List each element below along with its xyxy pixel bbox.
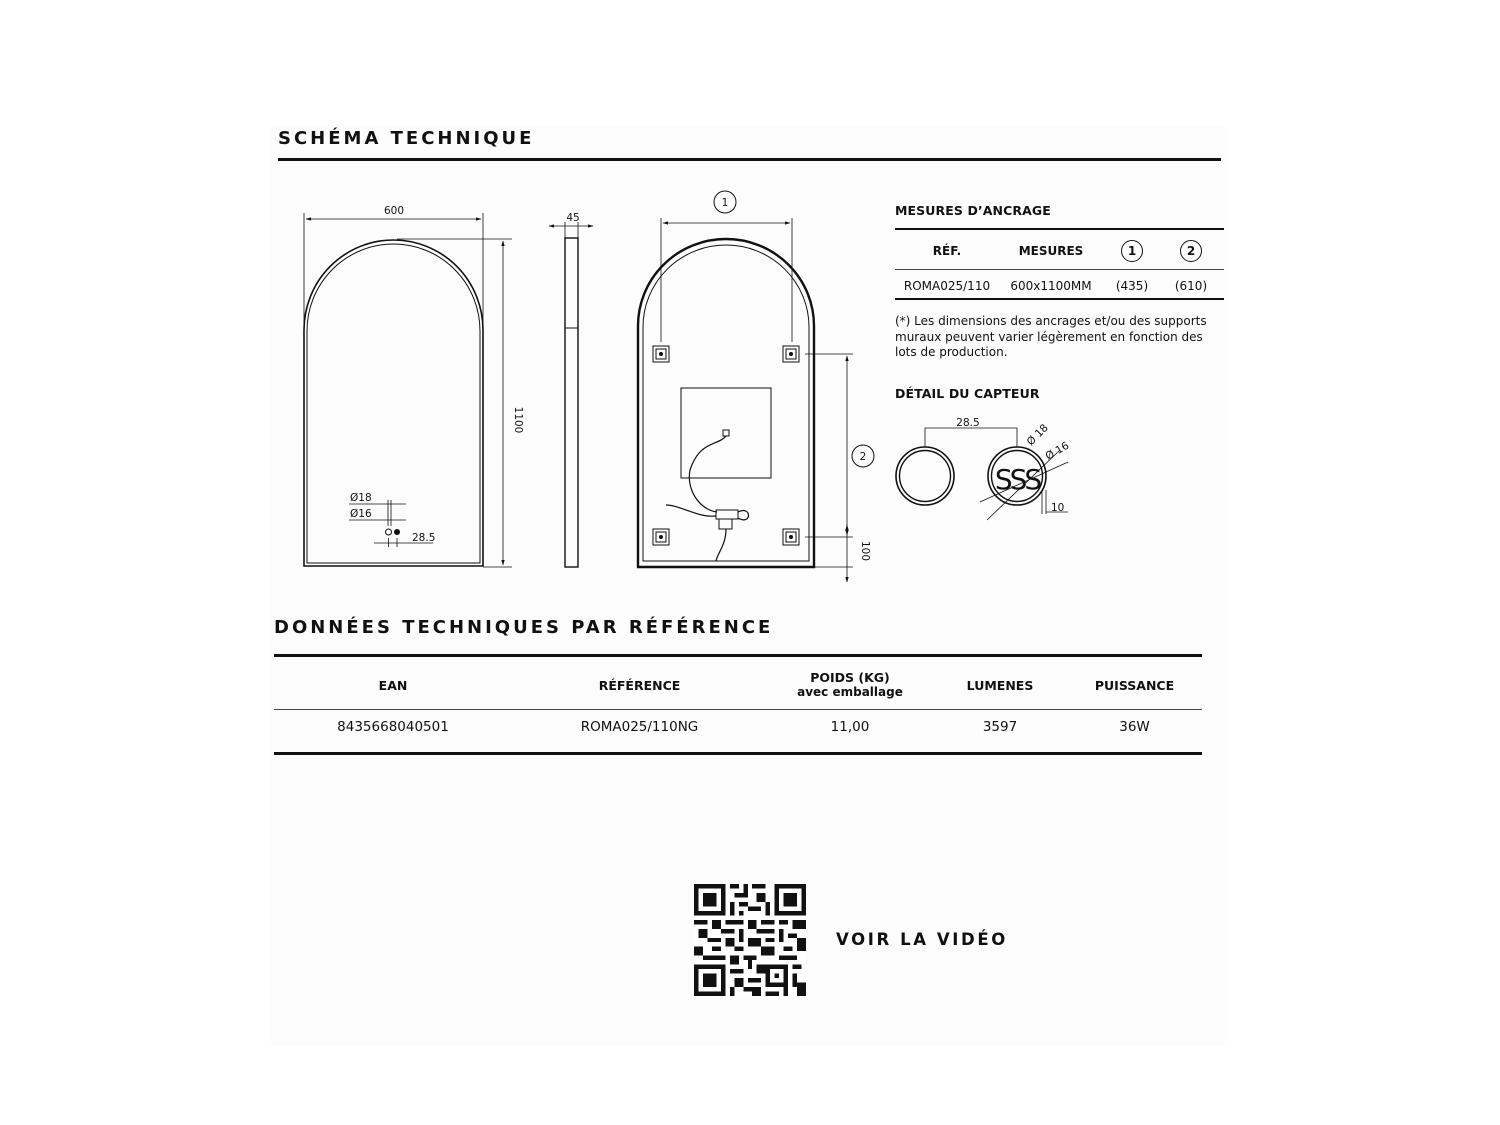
data-rule-top	[274, 654, 1202, 657]
svg-text:1: 1	[721, 197, 729, 209]
anchoring-header-ref: RÉF.	[932, 244, 962, 258]
side-view	[549, 222, 593, 567]
tech-cell-lumens: 3597	[982, 719, 1018, 735]
anchoring-rule-top	[895, 228, 1224, 230]
tech-header-reference: RÉFÉRENCE	[598, 678, 681, 693]
tech-cell-reference: ROMA025/110NG	[580, 719, 699, 735]
svg-text:10: 10	[1051, 502, 1065, 514]
svg-text:100: 100	[859, 540, 871, 562]
svg-text:600: 600	[383, 205, 405, 217]
tech-header-lumens: LUMENES	[966, 678, 1034, 693]
technical-drawing	[0, 0, 890, 600]
tech-cell-weight: 11,00	[830, 719, 870, 735]
svg-text:28.5: 28.5	[956, 417, 980, 429]
tech-header-power: PUISSANCE	[1094, 678, 1175, 693]
data-rule-mid	[274, 709, 1202, 710]
svg-text:Ø 16: Ø 16	[1043, 439, 1072, 463]
anchoring-title: MESURES D’ANCRAGE	[895, 203, 1051, 218]
tech-header-weight-sub: avec emballage	[797, 685, 903, 699]
tech-header-weight-label: POIDS (KG)	[810, 670, 890, 685]
anchoring-header-2	[1161, 240, 1221, 262]
section-title-schema: SCHÉMA TECHNIQUE	[278, 128, 535, 149]
anchoring-cell-ref: ROMA025/110	[903, 279, 991, 293]
svg-text:28.5: 28.5	[412, 532, 436, 544]
marker-1-icon: 1	[1121, 240, 1143, 262]
back-view	[638, 191, 874, 582]
svg-text:Ø16: Ø16	[350, 508, 372, 520]
front-view	[304, 213, 512, 567]
svg-text:SSS: SSS	[994, 463, 1040, 496]
tech-header-ean: EAN	[378, 678, 408, 693]
anchoring-note: (*) Les dimensions des ancrages et/ou des supports muraux peuvent varier légèrement en fonction des lots de production.	[895, 314, 1207, 359]
anchoring-header-mesures: MESURES	[1018, 244, 1084, 258]
anchoring-rule-mid	[895, 269, 1224, 270]
data-rule-bottom	[274, 752, 1202, 755]
anchoring-cell-mesures: 600x1100MM	[1010, 279, 1092, 293]
anchoring-rule-bottom	[895, 298, 1224, 300]
marker-2-icon: 2	[1180, 240, 1202, 262]
sensor-detail-title: DÉTAIL DU CAPTEUR	[895, 386, 1040, 401]
tech-cell-ean: 8435668040501	[337, 719, 449, 735]
svg-text:Ø 18: Ø 18	[1024, 421, 1051, 449]
tech-cell-power: 36W	[1119, 719, 1150, 735]
anchoring-cell-1: (435)	[1115, 279, 1149, 293]
tech-header-weight	[767, 670, 933, 700]
svg-text:Ø18: Ø18	[350, 492, 372, 504]
svg-text:1100: 1100	[512, 406, 524, 434]
watch-video-link[interactable]: VOIR LA VIDÉO	[836, 930, 1008, 949]
qr-code-icon[interactable]	[694, 884, 806, 996]
anchoring-cell-2: (610)	[1174, 279, 1208, 293]
sensor-detail-drawing	[890, 410, 1080, 525]
section-title-data: DONNÉES TECHNIQUES PAR RÉFÉRENCE	[274, 617, 774, 638]
anchoring-header-1	[1103, 240, 1161, 262]
svg-text:2: 2	[859, 451, 867, 463]
svg-text:45: 45	[566, 212, 580, 224]
